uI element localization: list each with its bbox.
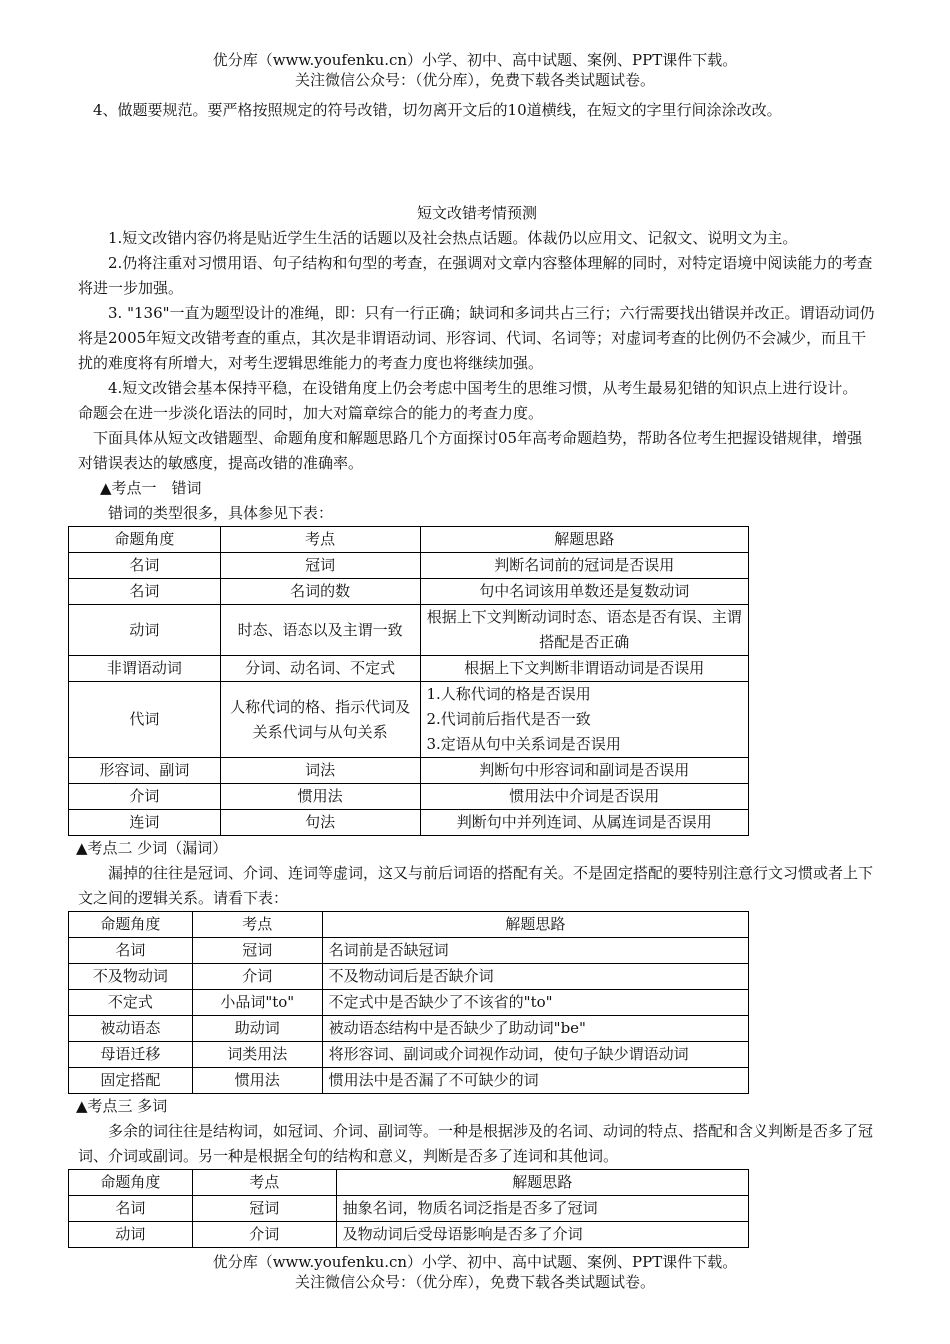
cell-point: 助动词 bbox=[192, 1016, 322, 1042]
cell-angle: 连词 bbox=[69, 810, 221, 836]
paragraph-4: 4.短文改错会基本保持平稳，在设错角度上仍会考虑中国考生的思维习惯，从考生最易犯错的知识点上进行设计。 命题会在进一步淡化语法的同时，加大对篇章综合的能力的考查力度。 bbox=[78, 379, 858, 422]
cell-angle: 代词 bbox=[69, 682, 221, 758]
cell-angle: 名词 bbox=[69, 938, 193, 964]
column-header: 解题思路 bbox=[336, 1170, 748, 1196]
cell-angle: 名词 bbox=[69, 579, 221, 605]
cell-idea: 名词前是否缺冠词 bbox=[322, 938, 748, 964]
cell-idea: 惯用法中是否漏了不可缺少的词 bbox=[322, 1068, 748, 1094]
cell-idea: 根据上下文判断非谓语动词是否误用 bbox=[420, 656, 749, 682]
idea-line-3: 3.定语从句中关系词是否误用 bbox=[426, 735, 621, 753]
table-row bbox=[69, 938, 749, 964]
column-header: 命题角度 bbox=[69, 527, 221, 553]
paragraph-5: 下面具体从短文改错题型、命题角度和解题思路几个方面探讨05年高考命题趋势，帮助各位考生把握设错规律，增强对错误表达的敏感度，提高改错的准确率。 bbox=[78, 429, 863, 472]
cell-idea bbox=[420, 682, 749, 758]
section2-intro: 漏掉的往往是冠词、介词、连词等虚词，这又与前后词语的搭配有关。不是固定搭配的要特别注意行文习惯或者上下文之间的逻辑关系。请看下表： bbox=[78, 864, 874, 907]
cell-point: 分词、动名词、不定式 bbox=[220, 656, 420, 682]
table-row bbox=[69, 758, 749, 784]
paragraph-1: 1.短文改错内容仍将是贴近学生生活的话题以及社会热点话题。体裁仍以应用文、记叙文、说明文为主。 bbox=[108, 229, 798, 247]
paragraph-2: 2.仍将注重对习惯用语、句子结构和句型的考查，在强调对文章内容整体理解的同时，对特定语境中阅读能力的考查将进一步加强。 bbox=[78, 254, 873, 297]
column-header: 考点 bbox=[192, 912, 322, 938]
header-line-2: 关注微信公众号：（优分库），免费下载各类试题试卷。 bbox=[294, 71, 655, 89]
table-row bbox=[69, 784, 749, 810]
column-header: 解题思路 bbox=[322, 912, 748, 938]
cell-point: 名词的数 bbox=[220, 579, 420, 605]
cell-angle: 固定搭配 bbox=[69, 1068, 193, 1094]
cell-idea: 将形容词、副词或介词视作动词，使句子缺少谓语动词 bbox=[322, 1042, 748, 1068]
section1-intro: 错词的类型很多，具体参见下表： bbox=[108, 504, 334, 522]
cell-angle: 动词 bbox=[69, 605, 221, 656]
column-header: 命题角度 bbox=[69, 912, 193, 938]
cell-angle: 介词 bbox=[69, 784, 221, 810]
table-row bbox=[69, 553, 749, 579]
column-header: 考点 bbox=[192, 1170, 336, 1196]
table-row bbox=[69, 810, 749, 836]
column-header: 考点 bbox=[220, 527, 420, 553]
intro-item-4: 4、做题要规范。要严格按照规定的符号改错，切勿离开文后的10道横线，在短文的字里行间涂涂改改。 bbox=[93, 101, 782, 119]
cell-idea: 根据上下文判断动词时态、语态是否有误、主谓搭配是否正确 bbox=[420, 605, 749, 656]
cell-point: 词法 bbox=[220, 758, 420, 784]
section1-heading: ▲考点一 错词 bbox=[100, 479, 202, 497]
cell-idea: 及物动词后受母语影响是否多了介词 bbox=[336, 1222, 748, 1248]
table-row bbox=[69, 1196, 749, 1222]
table-row bbox=[69, 682, 749, 758]
paragraph-3: 3. "136"一直为题型设计的准绳，即：只有一行正确；缺词和多词共占三行；六行需要找出错误并改正。谓语动词仍将是2005年短文改错考查的重点，其次是非谓语动词、形容词、代词、名词等；对虚词考查的比例仍不会减少，而且干扰的难度将有所增大，对考生逻辑思维能力的考查力度也将继续加强。 bbox=[78, 304, 875, 372]
section-title: 短文改错考情预测 bbox=[416, 204, 537, 222]
cell-point: 人称代词的格、指示代词及关系代词与从句关系 bbox=[220, 682, 420, 758]
cell-idea: 不定式中是否缺少了不该省的"to" bbox=[322, 990, 748, 1016]
extra-word-table bbox=[68, 1169, 749, 1248]
cell-angle: 母语迁移 bbox=[69, 1042, 193, 1068]
cell-point: 冠词 bbox=[192, 1196, 336, 1222]
table-header-row bbox=[69, 1170, 749, 1196]
cell-point: 冠词 bbox=[192, 938, 322, 964]
wrong-word-table bbox=[68, 526, 749, 836]
table-row bbox=[69, 579, 749, 605]
table-header-row bbox=[69, 912, 749, 938]
page-header bbox=[0, 50, 950, 90]
footer-line-2: 关注微信公众号：（优分库），免费下载各类试题试卷。 bbox=[294, 1273, 655, 1291]
cell-angle: 不定式 bbox=[69, 990, 193, 1016]
table-row bbox=[69, 1068, 749, 1094]
cell-idea: 抽象名词，物质名词泛指是否多了冠词 bbox=[336, 1196, 748, 1222]
cell-point: 词类用法 bbox=[192, 1042, 322, 1068]
missing-word-table bbox=[68, 911, 749, 1094]
cell-idea: 判断名词前的冠词是否误用 bbox=[420, 553, 749, 579]
cell-idea: 被动语态结构中是否缺少了助动词"be" bbox=[322, 1016, 748, 1042]
table-row bbox=[69, 964, 749, 990]
idea-line-2: 2.代词前后指代是否一致 bbox=[426, 710, 591, 728]
cell-idea: 判断句中形容词和副词是否误用 bbox=[420, 758, 749, 784]
cell-idea: 判断句中并列连词、从属连词是否误用 bbox=[420, 810, 749, 836]
cell-idea: 惯用法中介词是否误用 bbox=[420, 784, 749, 810]
cell-point: 时态、语态以及主谓一致 bbox=[220, 605, 420, 656]
section3-intro: 多余的词往往是结构词，如冠词、介词、副词等。一种是根据涉及的名词、动词的特点、搭配和含义判断是否多了冠词、介词或副词。另一种是根据全句的结构和意义，判断是否多了连词和其他词。 bbox=[78, 1122, 874, 1165]
header-line-1: 优分库（www.youfenku.cn）小学、初中、高中试题、案例、PPT课件下载。 bbox=[212, 51, 738, 69]
table-row bbox=[69, 1016, 749, 1042]
cell-point: 句法 bbox=[220, 810, 420, 836]
cell-point: 惯用法 bbox=[192, 1068, 322, 1094]
section3-heading: ▲考点三 多词 bbox=[76, 1097, 168, 1115]
section2-heading: ▲考点二 少词（漏词） bbox=[76, 839, 228, 857]
cell-angle: 形容词、副词 bbox=[69, 758, 221, 784]
footer-line-1: 优分库（www.youfenku.cn）小学、初中、高中试题、案例、PPT课件下载。 bbox=[212, 1253, 738, 1271]
cell-angle: 非谓语动词 bbox=[69, 656, 221, 682]
table-row bbox=[69, 1222, 749, 1248]
cell-idea: 不及物动词后是否缺介词 bbox=[322, 964, 748, 990]
document-body bbox=[78, 98, 876, 1248]
cell-idea: 句中名词该用单数还是复数动词 bbox=[420, 579, 749, 605]
cell-point: 小品词"to" bbox=[192, 990, 322, 1016]
cell-point: 介词 bbox=[192, 964, 322, 990]
cell-angle: 名词 bbox=[69, 553, 221, 579]
table-row bbox=[69, 656, 749, 682]
idea-line-1: 1.人称代词的格是否误用 bbox=[426, 685, 591, 703]
page-footer bbox=[0, 1252, 950, 1292]
column-header: 解题思路 bbox=[420, 527, 749, 553]
cell-angle: 名词 bbox=[69, 1196, 193, 1222]
cell-point: 冠词 bbox=[220, 553, 420, 579]
cell-angle: 不及物动词 bbox=[69, 964, 193, 990]
cell-angle: 动词 bbox=[69, 1222, 193, 1248]
cell-angle: 被动语态 bbox=[69, 1016, 193, 1042]
table-row bbox=[69, 990, 749, 1016]
table-row bbox=[69, 1042, 749, 1068]
table-row bbox=[69, 605, 749, 656]
column-header: 命题角度 bbox=[69, 1170, 193, 1196]
table-header-row bbox=[69, 527, 749, 553]
cell-point: 介词 bbox=[192, 1222, 336, 1248]
cell-point: 惯用法 bbox=[220, 784, 420, 810]
